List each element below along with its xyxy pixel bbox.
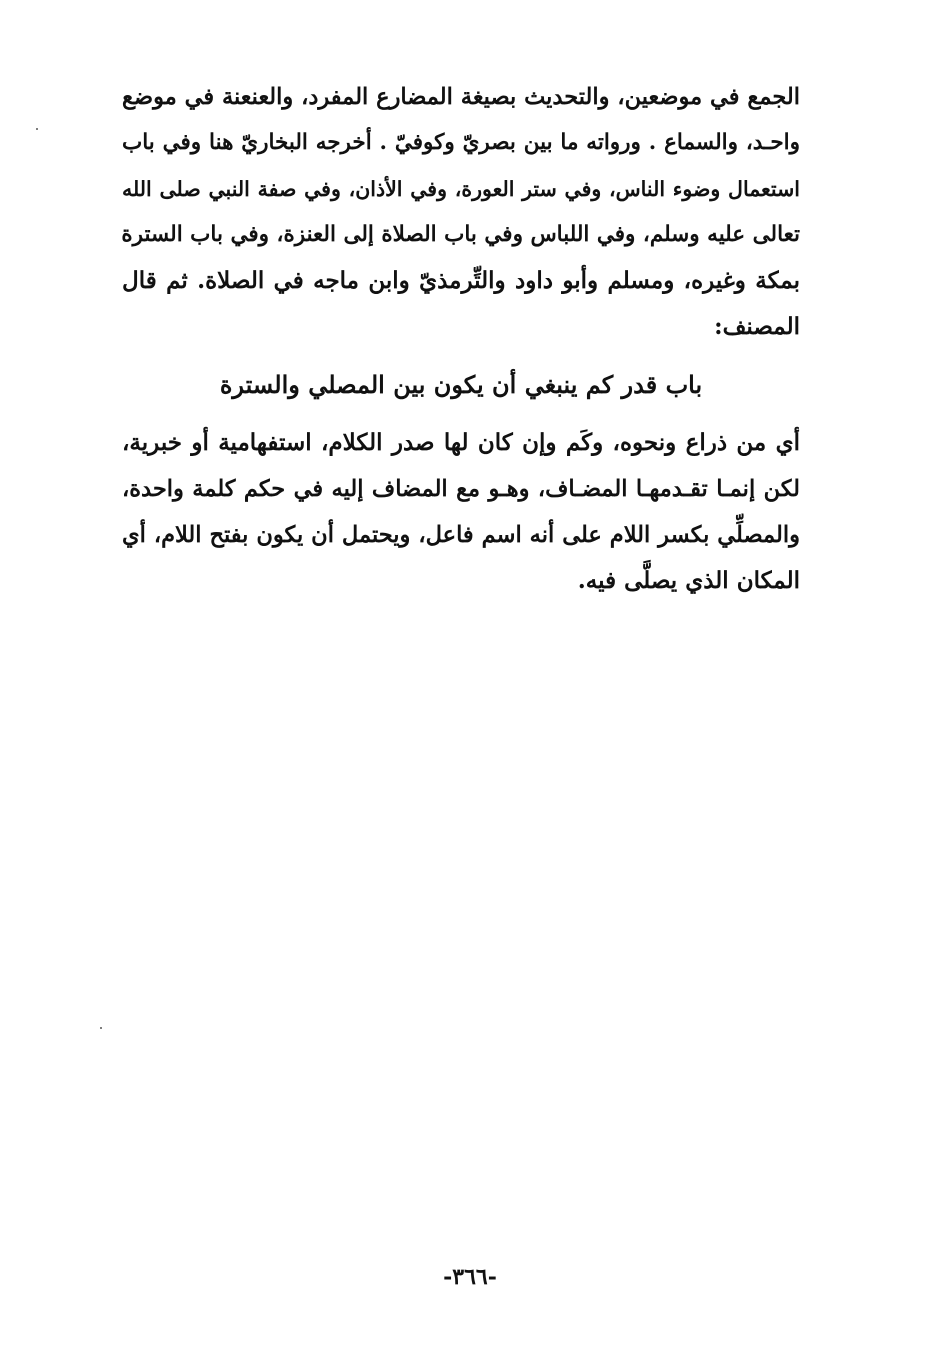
page-number: -٣٦٦- [443,1264,497,1290]
paragraph-line: أي من ذراع ونحوه، وكَم وإن كان لها صدر الكلام، استفهامية أو خبرية، [122,429,800,456]
scan-speck [36,128,38,130]
paragraph-line: لكن إنمـا تقـدمهـا المضـاف، وهـو مع المضاف إليه في حكم كلمة واحدة، [122,476,800,502]
paragraph-line: المكان الذي يصلَّى فيه. [577,567,800,594]
paragraph-line: تعالى عليه وسلم، وفي اللباس وفي باب الصلاة إلى العنزة، وفي باب السترة [121,222,800,247]
paragraph-line: الجمع في موضعين، والتحديث بصيغة المضارع المفرد، والعنعنة في موضع [122,84,800,110]
scan-speck [100,1027,102,1029]
paragraph-1 [122,74,800,350]
paragraph-line: واحـد، والسماع . ورواته ما بين بصريّ وكوفيّ . أخرجه البخاريّ هنا وفي باب [122,130,800,155]
paragraph-line: والمصلِّي بكسر اللام على أنه اسم فاعل، ويحتمل أن يكون بفتح اللام، أي [122,522,800,548]
section-heading: باب قدر كم ينبغي أن يكون بين المصلي والسترة [219,370,703,399]
paragraph-line: بمكة وغيره، ومسلم وأبو داود والتِّرمذيّ وابن ماجه في الصلاة. ثم قال [122,267,800,294]
paragraph-2 [122,420,800,604]
paragraph-line: المصنف: [714,313,800,340]
paragraph-line: استعمال وضوء الناس، وفي ستر العورة، وفي الأذان، وفي صفة النبي صلى الله [122,177,800,201]
